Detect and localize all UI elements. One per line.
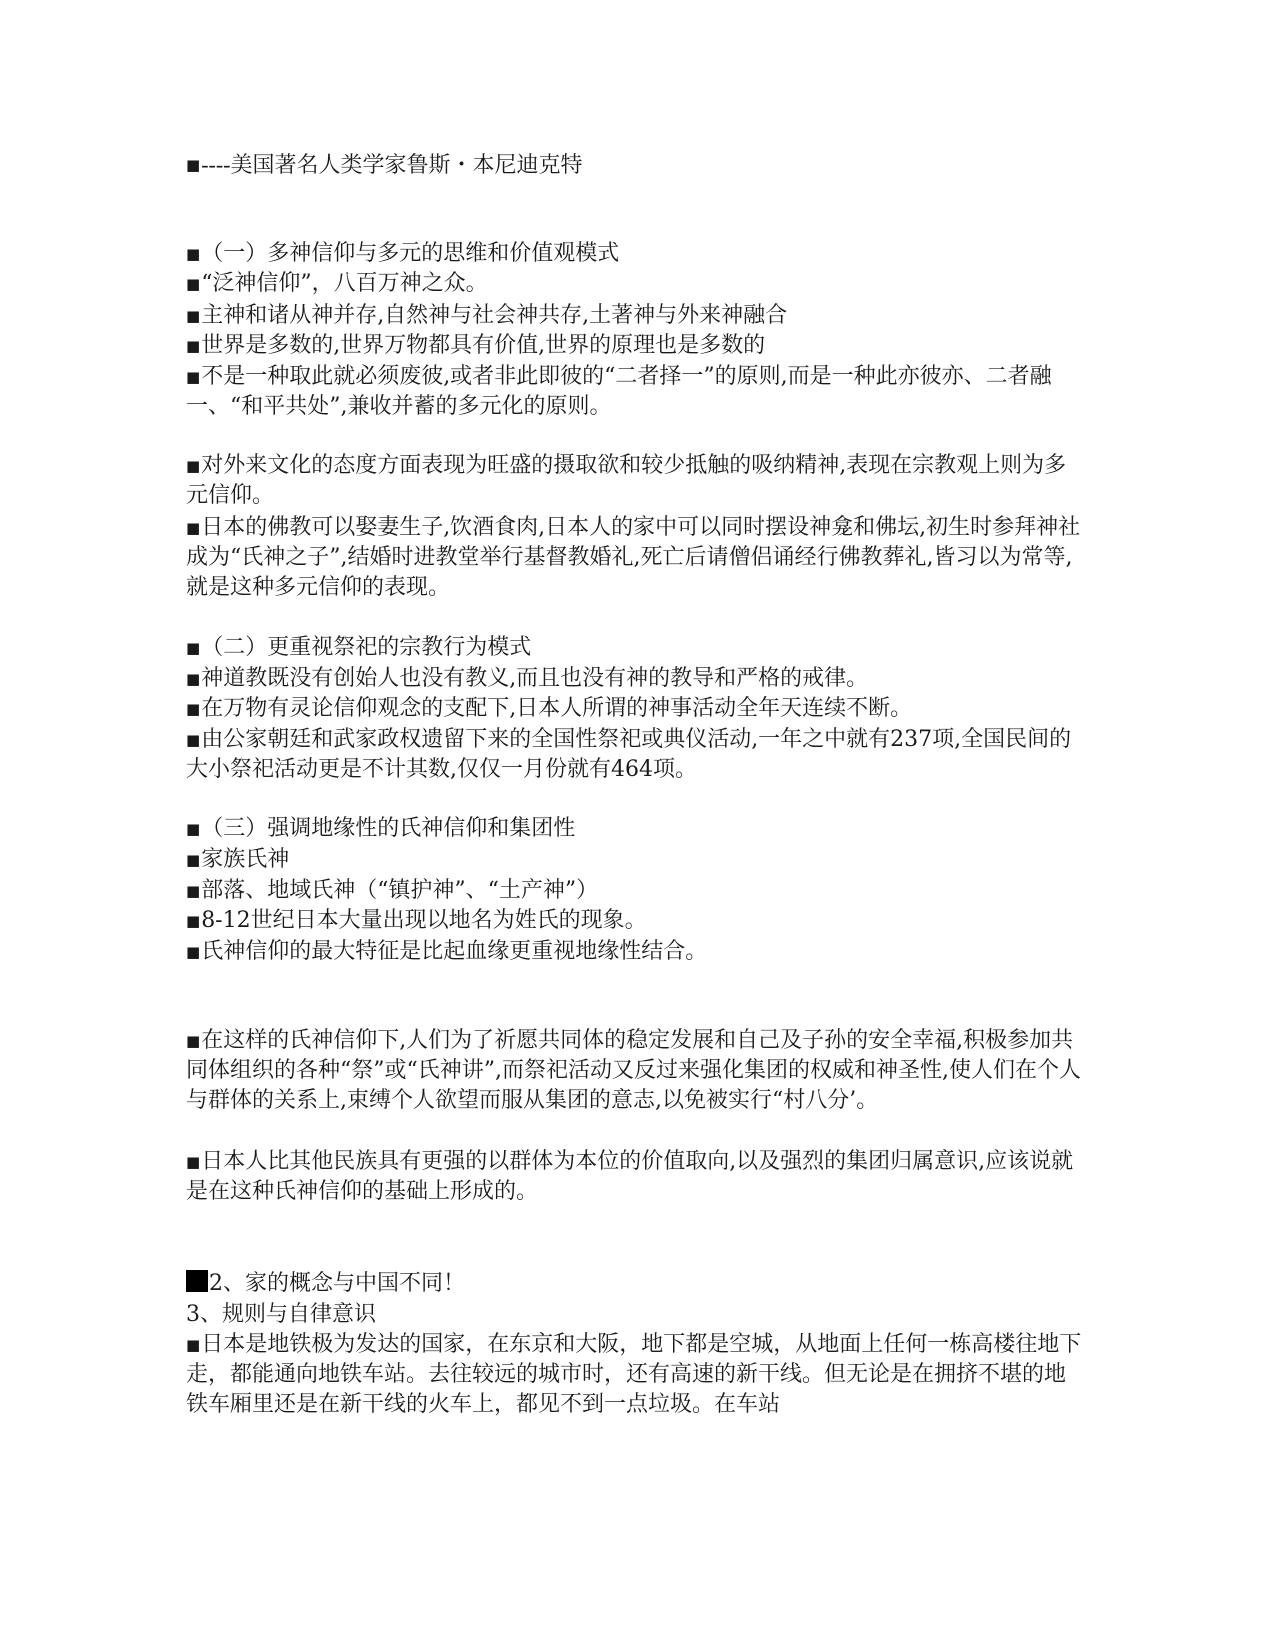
section2-item: ■由公家朝廷和武家政权遗留下来的全国性祭祀或典仪活动,一年之中就有237项,全国民间的大小祭祀活动更是不计其数,仅仅一月份就有464项。 (186, 727, 1072, 782)
bullet-icon: ■ (186, 1032, 201, 1050)
section1-heading (186, 239, 1086, 269)
bullet-icon: ■ (186, 275, 201, 293)
section1-item: ■不是一种取此就必须废彼,或者非此即彼的“二者择一”的原则,而是一种此亦彼亦、二者融一、“和平共处”,兼收并蓄的多元化的原则。 (186, 364, 1052, 419)
bullet-icon: ■ (186, 731, 201, 749)
section1-paragraph: ■对外来文化的态度方面表现为旺盛的摄取欲和较少抵触的吸纳精神,表现在宗教观上则为多元信仰。 (186, 453, 1067, 508)
bullet-icon: ■ (186, 1336, 201, 1354)
section3-item: ■8-12世纪日本大量出现以地名为姓氏的现象。 (186, 906, 1086, 936)
section1-item: ■“泛神信仰”，八百万神之众。 (186, 269, 1086, 299)
bullet-icon: ■ (186, 639, 201, 657)
bullet-icon: ■ (186, 882, 201, 900)
section1-item: ■世界是多数的,世界万物都具有价值,世界的原理也是多数的 (186, 331, 1086, 361)
bullet-icon: ■ (186, 337, 201, 355)
section1-item: ■主神和诸从神并存,自然神与社会神共存,土著神与外来神融合 (186, 301, 1086, 331)
section2-item: ■神道教既没有创始人也没有教义,而且也没有神的教导和严格的戒律。 (186, 664, 1086, 694)
attribution-line (186, 150, 1086, 181)
section3-paragraph: ■在这样的氏神信仰下,人们为了祈愿共同体的稳定发展和自己及子孙的安全幸福,积极参加共同体组织的各种“祭”或“氏神讲”,而祭祀活动又反过来强化集团的权威和神圣性,使人们在个人与群体的关系上,束缚个人欲望而服从集团的意志,以免被实行“村八分’。 (186, 1028, 1081, 1113)
heading-2 (186, 1269, 1086, 1299)
section3-paragraph: ■日本人比其他民族具有更强的以群体为本位的价值取向,以及强烈的集团归属意识,应该说就是在这种氏神信仰的基础上形成的。 (186, 1149, 1074, 1204)
section3-heading (186, 814, 1086, 844)
bullet-icon: ■ (186, 1153, 201, 1171)
bullet-icon: ■ (186, 820, 201, 838)
bullet-icon: ■ (186, 943, 201, 961)
section1-paragraph: ■日本的佛教可以娶妻生子,饮酒食肉,日本人的家中可以同时摆设神龛和佛坛,初生时参拜神社成为“氏神之子”,结婚时进教堂举行基督教婚礼,死亡后请僧侣诵经行佛教葬礼,皆习以为常等,就是这种多元信仰的表现。 (186, 515, 1081, 600)
section3-item: ■氏神信仰的最大特征是比起血缘更重视地缘性结合。 (186, 937, 1086, 967)
bullet-icon: ■ (186, 912, 201, 930)
section3-item: ■家族氏神 (186, 845, 1086, 875)
bullet-icon: ■ (186, 457, 201, 475)
bullet-icon: ■ (186, 307, 201, 325)
heading-3-text: 3、规则与自律意识 (186, 1302, 376, 1327)
bullet-icon: ■ (186, 156, 201, 174)
section2-item: ■在万物有灵论信仰观念的支配下,日本人所谓的神事活动全年天连续不断。 (186, 694, 1086, 724)
section2-heading-text: （二）更重视祭祀的宗教行为模式 (201, 635, 532, 660)
section3-item: ■部落、地域氏神（“镇护神”、“土产神”） (186, 876, 1086, 906)
bullet-icon: ■ (186, 700, 201, 718)
square-bullet-icon (186, 1270, 208, 1292)
section3-heading-text: （三）强调地缘性的氏神信仰和集团性 (201, 816, 576, 841)
bullet-icon: ■ (186, 245, 201, 263)
final-paragraph: ■日本是地铁极为发达的国家，在东京和大阪，地下都是空城，从地面上任何一栋高楼往地下走，都能通向地铁车站。去往较远的城市时，还有高速的新干线。但无论是在拥挤不堪的地铁车厢里还是在新干线的火车上，都见不到一点垃圾。在车站 (186, 1332, 1082, 1417)
heading-2-text: 2、家的概念与中国不同！ (209, 1271, 465, 1296)
section2-heading (186, 633, 1086, 663)
bullet-icon: ■ (186, 519, 201, 537)
section1-heading-text: （一）多神信仰与多元的思维和价值观模式 (201, 241, 620, 266)
attribution-text: ----美国著名人类学家鲁斯・本尼迪克特 (201, 152, 583, 177)
heading-3 (186, 1300, 1086, 1330)
bullet-icon: ■ (186, 851, 201, 869)
bullet-icon: ■ (186, 368, 201, 386)
bullet-icon: ■ (186, 670, 201, 688)
